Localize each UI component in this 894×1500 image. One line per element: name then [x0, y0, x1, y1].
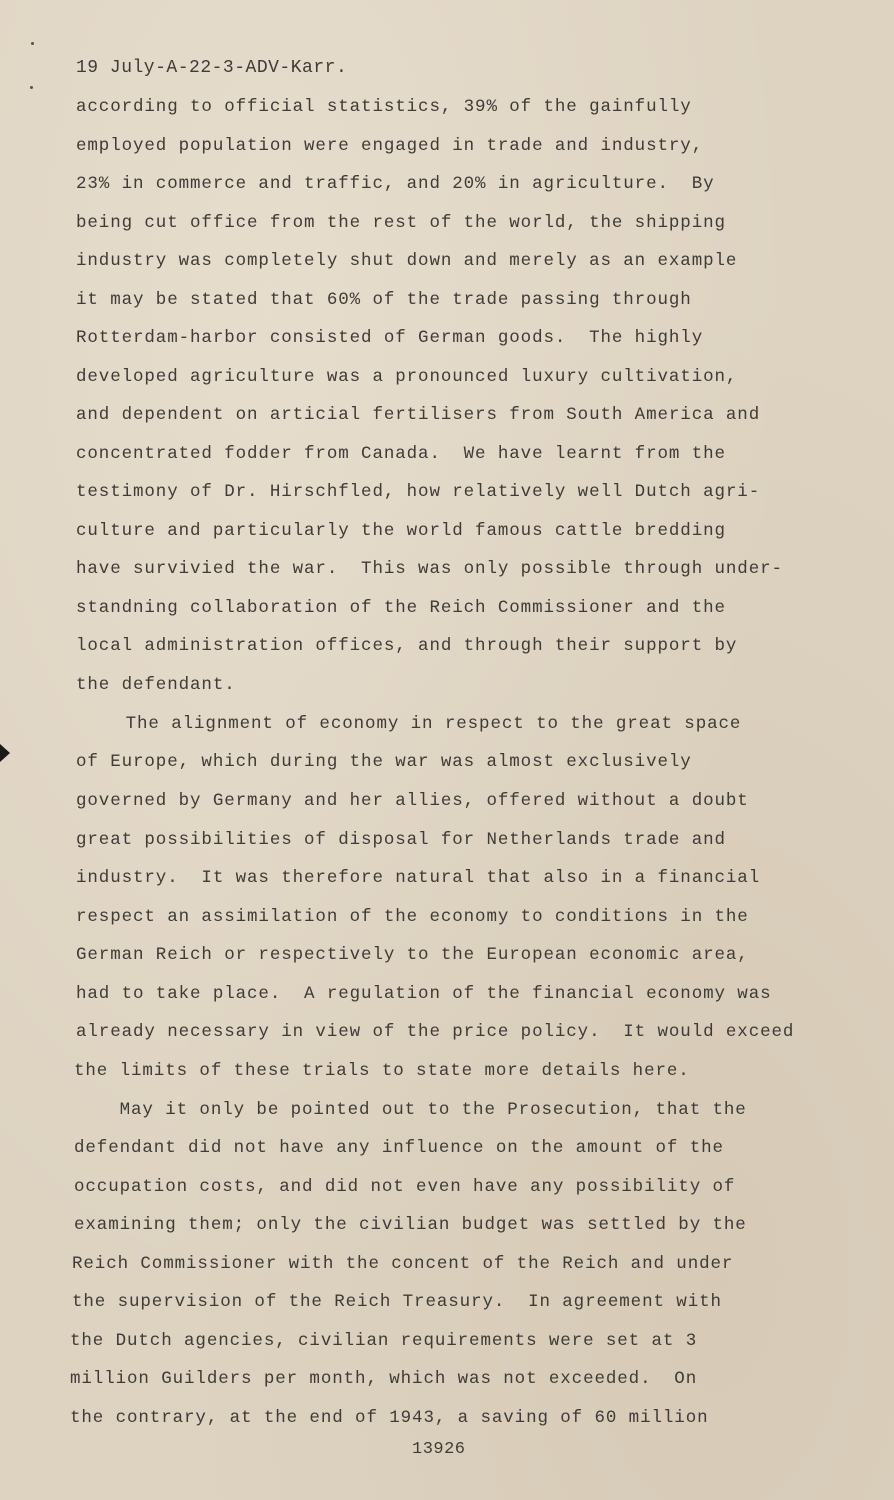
text-line: respect an assimilation of the economy to conditions in the — [76, 907, 749, 927]
margin-tab-mark — [0, 744, 10, 762]
text-line: the Dutch agencies, civilian requirements were set at 3 — [70, 1331, 698, 1351]
text-line: concentrated fodder from Canada. We have learnt from the — [76, 444, 726, 464]
text-line: the supervision of the Reich Treasury. In agreement with — [72, 1292, 722, 1312]
text-line: the contrary, at the end of 1943, a saving of 60 million — [70, 1408, 709, 1428]
text-line: the limits of these trials to state more details here. — [74, 1061, 690, 1081]
text-line: May it only be pointed out to the Prosecution, that the — [74, 1100, 747, 1120]
text-line: the defendant. — [76, 675, 236, 695]
text-line: according to official statistics, 39% of the gainfully — [76, 97, 692, 117]
text-line: had to take place. A regulation of the financial economy was — [76, 984, 772, 1004]
text-line: employed population were engaged in trade and industry, — [76, 136, 704, 156]
text-line: Rotterdam-harbor consisted of German goods. The highly — [76, 328, 704, 348]
text-line: German Reich or respectively to the European economic area, — [76, 945, 749, 965]
text-line: testimony of Dr. Hirschfled, how relatively well Dutch agri- — [76, 482, 761, 502]
text-line: developed agriculture was a pronounced luxury cultivation, — [76, 367, 738, 387]
text-line: 23% in commerce and traffic, and 20% in agriculture. By — [76, 174, 715, 194]
text-line: great possibilities of disposal for Netherlands trade and — [76, 830, 726, 850]
page-number: 13926 — [412, 1440, 466, 1459]
text-line: Reich Commissioner with the concent of the Reich and under — [72, 1254, 734, 1274]
ink-speck — [30, 86, 33, 89]
text-line: of Europe, which during the war was almost exclusively — [76, 752, 692, 772]
text-line: and dependent on articial fertilisers from South America and — [76, 405, 761, 425]
text-line: it may be stated that 60% of the trade passing through — [76, 290, 692, 310]
document-header: 19 July-A-22-3-ADV-Karr. — [76, 58, 348, 78]
text-line: being cut office from the rest of the world, the shipping — [76, 213, 726, 233]
text-line: already necessary in view of the price policy. It would exceed — [76, 1022, 795, 1042]
text-line: examining them; only the civilian budget was settled by the — [74, 1215, 747, 1235]
text-line: have survivied the war. This was only possible through under- — [76, 559, 783, 579]
text-line: occupation costs, and did not even have any possibility of — [74, 1177, 736, 1197]
text-line: governed by Germany and her allies, offered without a doubt — [76, 791, 749, 811]
text-line: industry. It was therefore natural that also in a financial — [76, 868, 761, 888]
ink-speck — [31, 42, 34, 45]
text-line: million Guilders per month, which was not exceeded. On — [70, 1369, 698, 1389]
text-line: local administration offices, and through their support by — [76, 636, 738, 656]
text-line: industry was completely shut down and merely as an example — [76, 251, 738, 271]
text-line: defendant did not have any influence on the amount of the — [74, 1138, 724, 1158]
text-line: The alignment of economy in respect to the great space — [80, 714, 742, 734]
text-line: culture and particularly the world famous cattle bredding — [76, 521, 726, 541]
text-line: standning collaboration of the Reich Commissioner and the — [76, 598, 726, 618]
